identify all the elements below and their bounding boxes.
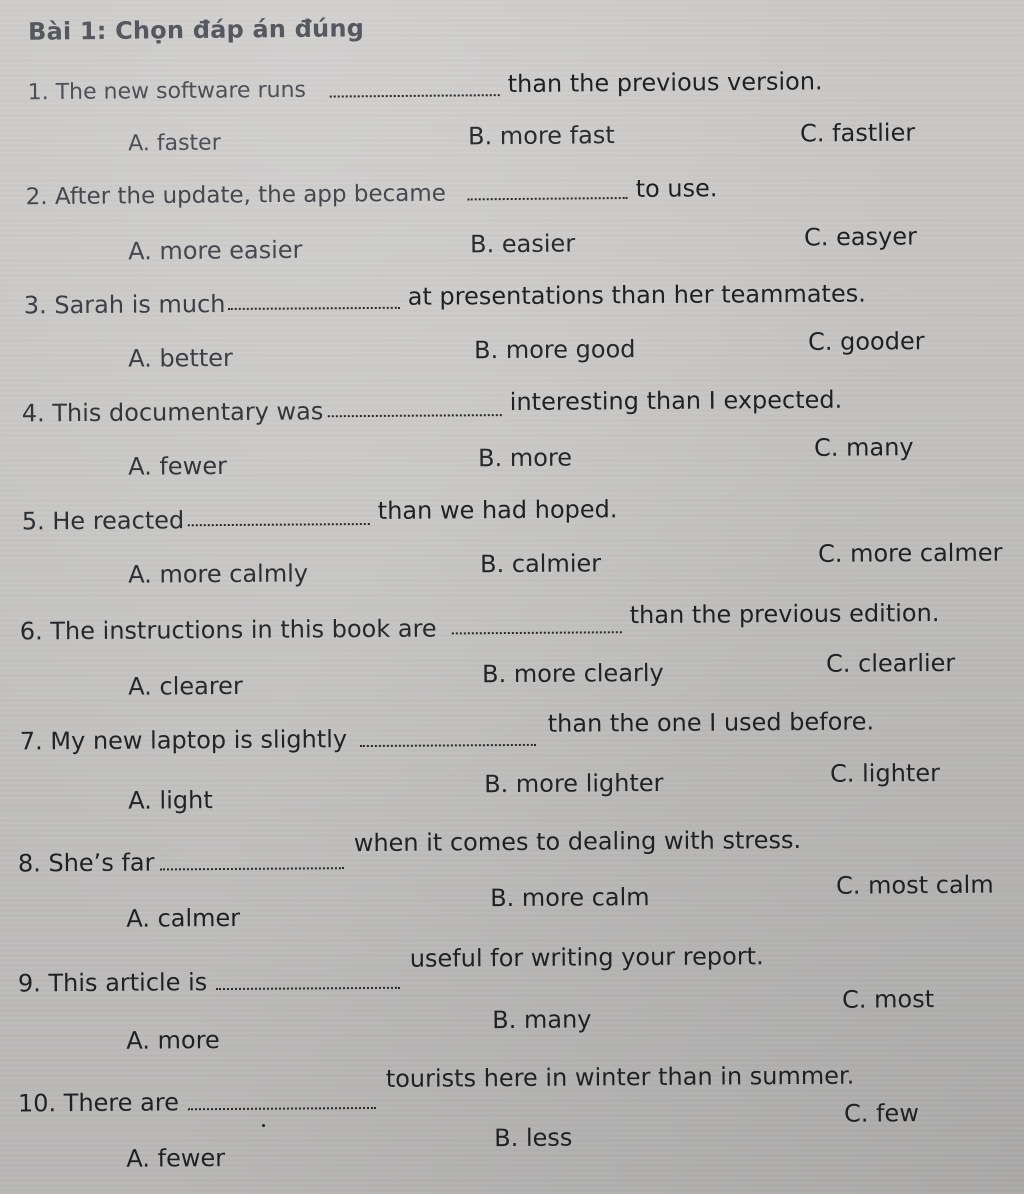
stem-text-after: than we had hoped. bbox=[377, 495, 618, 525]
option-a[interactable]: A. light bbox=[128, 786, 213, 815]
answer-blank[interactable] bbox=[160, 867, 344, 870]
option-a[interactable]: A. more calmly bbox=[128, 559, 309, 589]
paper-speck bbox=[262, 1124, 265, 1127]
question-8 bbox=[0, 818, 1024, 935]
question-1 bbox=[0, 66, 1024, 185]
option-a[interactable]: A. fewer bbox=[126, 1144, 226, 1173]
stem-text-before: 1. The new software runs bbox=[27, 77, 307, 106]
question-7 bbox=[0, 706, 1024, 823]
option-c[interactable]: C. clearlier bbox=[825, 648, 956, 678]
stem-text-after: interesting than I expected. bbox=[509, 385, 843, 417]
option-c[interactable]: C. most bbox=[841, 985, 935, 1014]
option-c[interactable]: C. gooder bbox=[807, 327, 925, 356]
question-3 bbox=[0, 278, 1024, 395]
option-a[interactable]: A. calmer bbox=[126, 903, 241, 933]
stem-text-after: useful for writing your report. bbox=[409, 942, 764, 973]
question-stem bbox=[0, 598, 1024, 653]
question-stem bbox=[0, 278, 1024, 333]
question-2 bbox=[0, 172, 1024, 291]
option-b[interactable]: B. calmier bbox=[480, 549, 602, 579]
question-10 bbox=[0, 1050, 1024, 1173]
stem-text-after: when it comes to dealing with stress. bbox=[353, 825, 802, 858]
option-b[interactable]: B. more clearly bbox=[482, 658, 664, 689]
option-a[interactable]: A. more bbox=[126, 1026, 220, 1055]
option-c[interactable]: C. more calmer bbox=[817, 538, 1003, 568]
stem-text-before: 4. This documentary was bbox=[21, 397, 324, 428]
option-b[interactable]: B. more good bbox=[473, 335, 636, 365]
stem-text-after: at presentations than her teammates. bbox=[407, 279, 866, 311]
option-c[interactable]: C. fastlier bbox=[799, 118, 916, 148]
question-stem bbox=[0, 706, 1024, 761]
option-c[interactable]: C. many bbox=[813, 433, 914, 462]
option-b[interactable]: B. more lighter bbox=[484, 768, 664, 799]
option-c[interactable]: C. most calm bbox=[835, 870, 994, 900]
option-a[interactable]: A. fewer bbox=[128, 451, 227, 481]
option-b[interactable]: B. easier bbox=[469, 229, 576, 259]
answer-blank[interactable] bbox=[468, 197, 628, 200]
option-a[interactable]: A. clearer bbox=[128, 671, 243, 701]
question-stem bbox=[0, 932, 1024, 998]
option-b[interactable]: B. less bbox=[494, 1123, 573, 1153]
answer-blank[interactable] bbox=[328, 414, 502, 417]
exercise-title: Bài 1: Chọn đáp án đúng bbox=[27, 14, 365, 46]
question-4 bbox=[0, 382, 1024, 499]
option-b[interactable]: B. more bbox=[478, 443, 573, 473]
option-c[interactable]: C. few bbox=[843, 1099, 919, 1128]
answer-blank[interactable] bbox=[360, 744, 536, 747]
answer-blank[interactable] bbox=[216, 987, 400, 990]
stem-text-after: tourists here in winter than in summer. bbox=[385, 1061, 855, 1093]
question-6 bbox=[0, 598, 1024, 715]
option-a[interactable]: A. more easier bbox=[128, 235, 303, 266]
stem-text-before: 8. She’s far bbox=[17, 848, 155, 878]
option-a[interactable]: A. better bbox=[128, 343, 233, 373]
option-a[interactable]: A. faster bbox=[128, 130, 221, 157]
question-5 bbox=[0, 490, 1024, 607]
option-b[interactable]: B. more calm bbox=[490, 883, 650, 913]
stem-text-before: 3. Sarah is much bbox=[23, 290, 226, 320]
question-stem bbox=[0, 382, 1024, 437]
answer-blank[interactable] bbox=[330, 94, 500, 97]
option-b[interactable]: B. more fast bbox=[467, 121, 615, 151]
option-c[interactable]: C. lighter bbox=[829, 759, 941, 788]
option-b[interactable]: B. many bbox=[492, 1005, 592, 1035]
stem-text-before: 10. There are bbox=[17, 1088, 180, 1118]
stem-text-before: 6. The instructions in this book are bbox=[19, 614, 437, 646]
question-9 bbox=[0, 932, 1024, 1055]
question-stem bbox=[0, 66, 1024, 123]
question-stem bbox=[0, 172, 1024, 229]
stem-text-before: 5. He reacted bbox=[21, 506, 185, 536]
question-stem bbox=[0, 490, 1024, 545]
stem-text-after: to use. bbox=[635, 174, 718, 203]
stem-text-before: 7. My new laptop is slightly bbox=[19, 725, 348, 756]
stem-text-before: 2. After the update, the app became bbox=[25, 180, 447, 211]
stem-text-before: 9. This article is bbox=[17, 968, 208, 998]
option-c[interactable]: C. easyer bbox=[803, 222, 918, 252]
answer-blank[interactable] bbox=[188, 1107, 376, 1110]
answer-blank[interactable] bbox=[452, 631, 622, 634]
stem-text-after: than the previous version. bbox=[507, 67, 823, 99]
answer-blank[interactable] bbox=[188, 523, 370, 526]
answer-blank[interactable] bbox=[228, 307, 400, 310]
question-stem bbox=[0, 818, 1024, 878]
stem-text-after: than the previous edition. bbox=[629, 599, 940, 630]
stem-text-after: than the one I used before. bbox=[547, 707, 875, 738]
